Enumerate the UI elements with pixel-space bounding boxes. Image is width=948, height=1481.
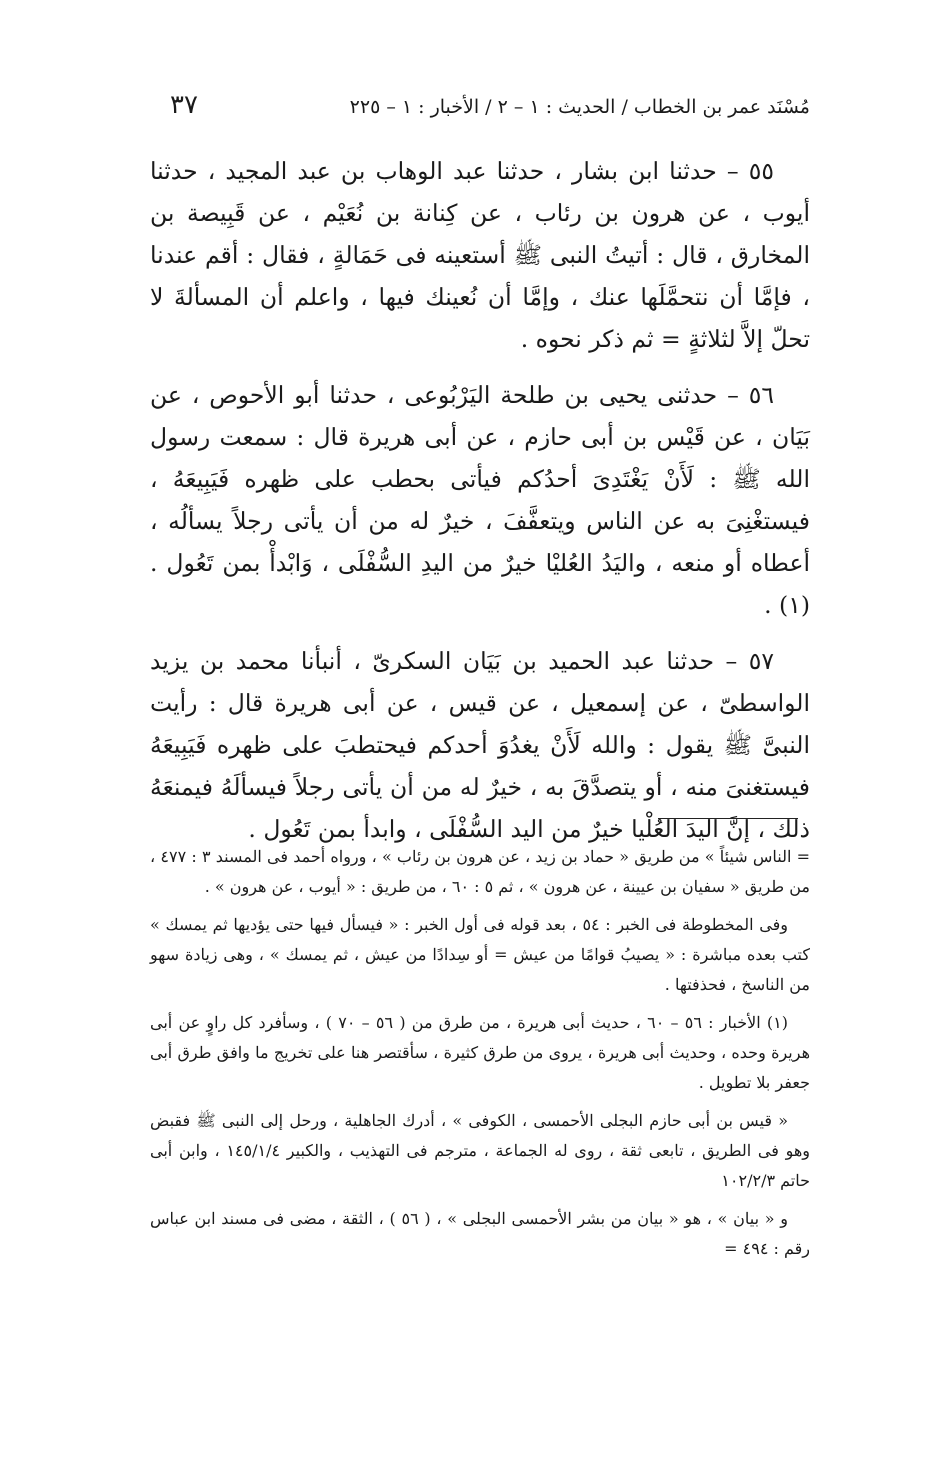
footnote-1: (١) الأخبار : ٥٦ – ٦٠ ، حديث أبى هريرة ، من طرق من ( ٥٦ – ٧٠ ) ، وسأفرد كل راوٍ عن أبى هريرة وحده ، وحديث أبى هريرة ، يروى من طرق كثيرة ، سأقتصر هنا على تخريج ما وافق طرق أبى جعفر بلا تطويل . [150, 1013, 810, 1092]
footnote-separator [658, 818, 798, 819]
footnotes [150, 842, 810, 1272]
running-title: مُسْنَد عمر بن الخطاب / الحديث : ١ – ٢ / الأخبار : ١ – ٢٢٥ [349, 96, 810, 118]
hadith-57: ٥٧ – حدثنا عبد الحميد بن بَيَان السكرىّ ، أنبأنا محمد بن يزيد الواسطىّ ، عن إسمعيل ، عن قيس ، عن أبى هريرة قال : رأيت النبىَّ ﷺ يقول : والله لَأَنْ يغدُوَ أحدكم فيحتطبَ على ظهره فَيَبِيعَهُ فيستغنىَ منه ، أو يتصدَّقَ به ، خيرٌ له من أن يأتى رجلاً فيسألَهُ فيمنعَهُ ذلك ، إنَّ اليدَ العُلْيا خيرٌ من اليد السُّفْلَى ، وابدأ بمن تَعُول . [150, 647, 810, 843]
page-header [150, 92, 810, 126]
hadith-55: ٥٥ – حدثنا ابن بشار ، حدثنا عبد الوهاب بن عبد المجيد ، حدثنا أيوب ، عن هرون بن رئاب ، عن كِنانة بن نُعَيْم ، عن قَبِيصة بن المخارق ، قال : أتيتُ النبى ﷺ أستعينه فى حَمَالةٍ ، فقال : أقم عندنا ، فإمَّا أن نتحمَّلَها عنك ، وإمَّا أن نُعينك فيها ، واعلم أن المسألةَ لا تحلّ إلاَّ لثلاثةٍ = ثم ذكر نحوه . [150, 157, 810, 353]
footnote-manuscript-note: وفى المخطوطة فى الخبر : ٥٤ ، بعد قوله فى أول الخبر : « فيسأل فيها حتى يؤديها ثم يمسك » كتب بعده مباشرة : « يصيبُ قوامًا من عيش = أو سِدادًا من عيش ، ثم يمسك » ، وهى زيادة سهو من الناسخ ، فحذفتها . [150, 915, 810, 994]
footnote-continuation: = الناس شيئاً » من طريق « حماد بن زيد ، عن هرون بن رئاب » ، ورواه أحمد فى المسند ٣ : ٤٧٧ ، من طريق « سفيان بن عيينة ، عن هرون » ، ثم ٥ : ٦٠ ، من طريق : « أيوب ، عن هرون » . [150, 847, 811, 896]
footnote-bayan: و « بيان » ، هو « بيان من بشر الأحمسى البجلى » ، ( ٥٦ ) ، الثقة ، مضى فى مسند ابن عباس رقم : ٤٩٤ = [150, 1209, 810, 1258]
main-text [150, 150, 810, 864]
hadith-56: ٥٦ – حدثنى يحيى بن طلحة اليَرْبُوعى ، حدثنا أبو الأحوص ، عن بَيَان ، عن قَيْس بن أبى حازم ، عن أبى هريرة قال : سمعت رسول الله ﷺ : لَأَنْ يَغْتَدِىَ أحدُكم فيأتى بحطب على ظهره فَيَبِيعَهُ ، فيستغْنِىَ به عن الناس ويتعفَّفَ ، خيرٌ له من أن يأتى رجلاً يسألُه ، أعطاه أو منعه ، واليَدُ العُليْا خيرٌ من اليدِ السُّفْلَى ، وَابْدأْ بمن تَعُول . (١) . [150, 381, 810, 619]
footnote-qays: « قيس بن أبى حازم البجلى الأحمسى ، الكوفى » ، أدرك الجاهلية ، ورحل إلى النبى ﷺ فقبض وهو فى الطريق ، تابعى ثقة ، روى له الجماعة ، مترجم فى التهذيب ، والكبير ١٤٥/١/٤ ، وابن أبى حاتم ١٠٢/٢/٣ [150, 1111, 810, 1190]
page-number: ٣٧ [170, 90, 198, 120]
